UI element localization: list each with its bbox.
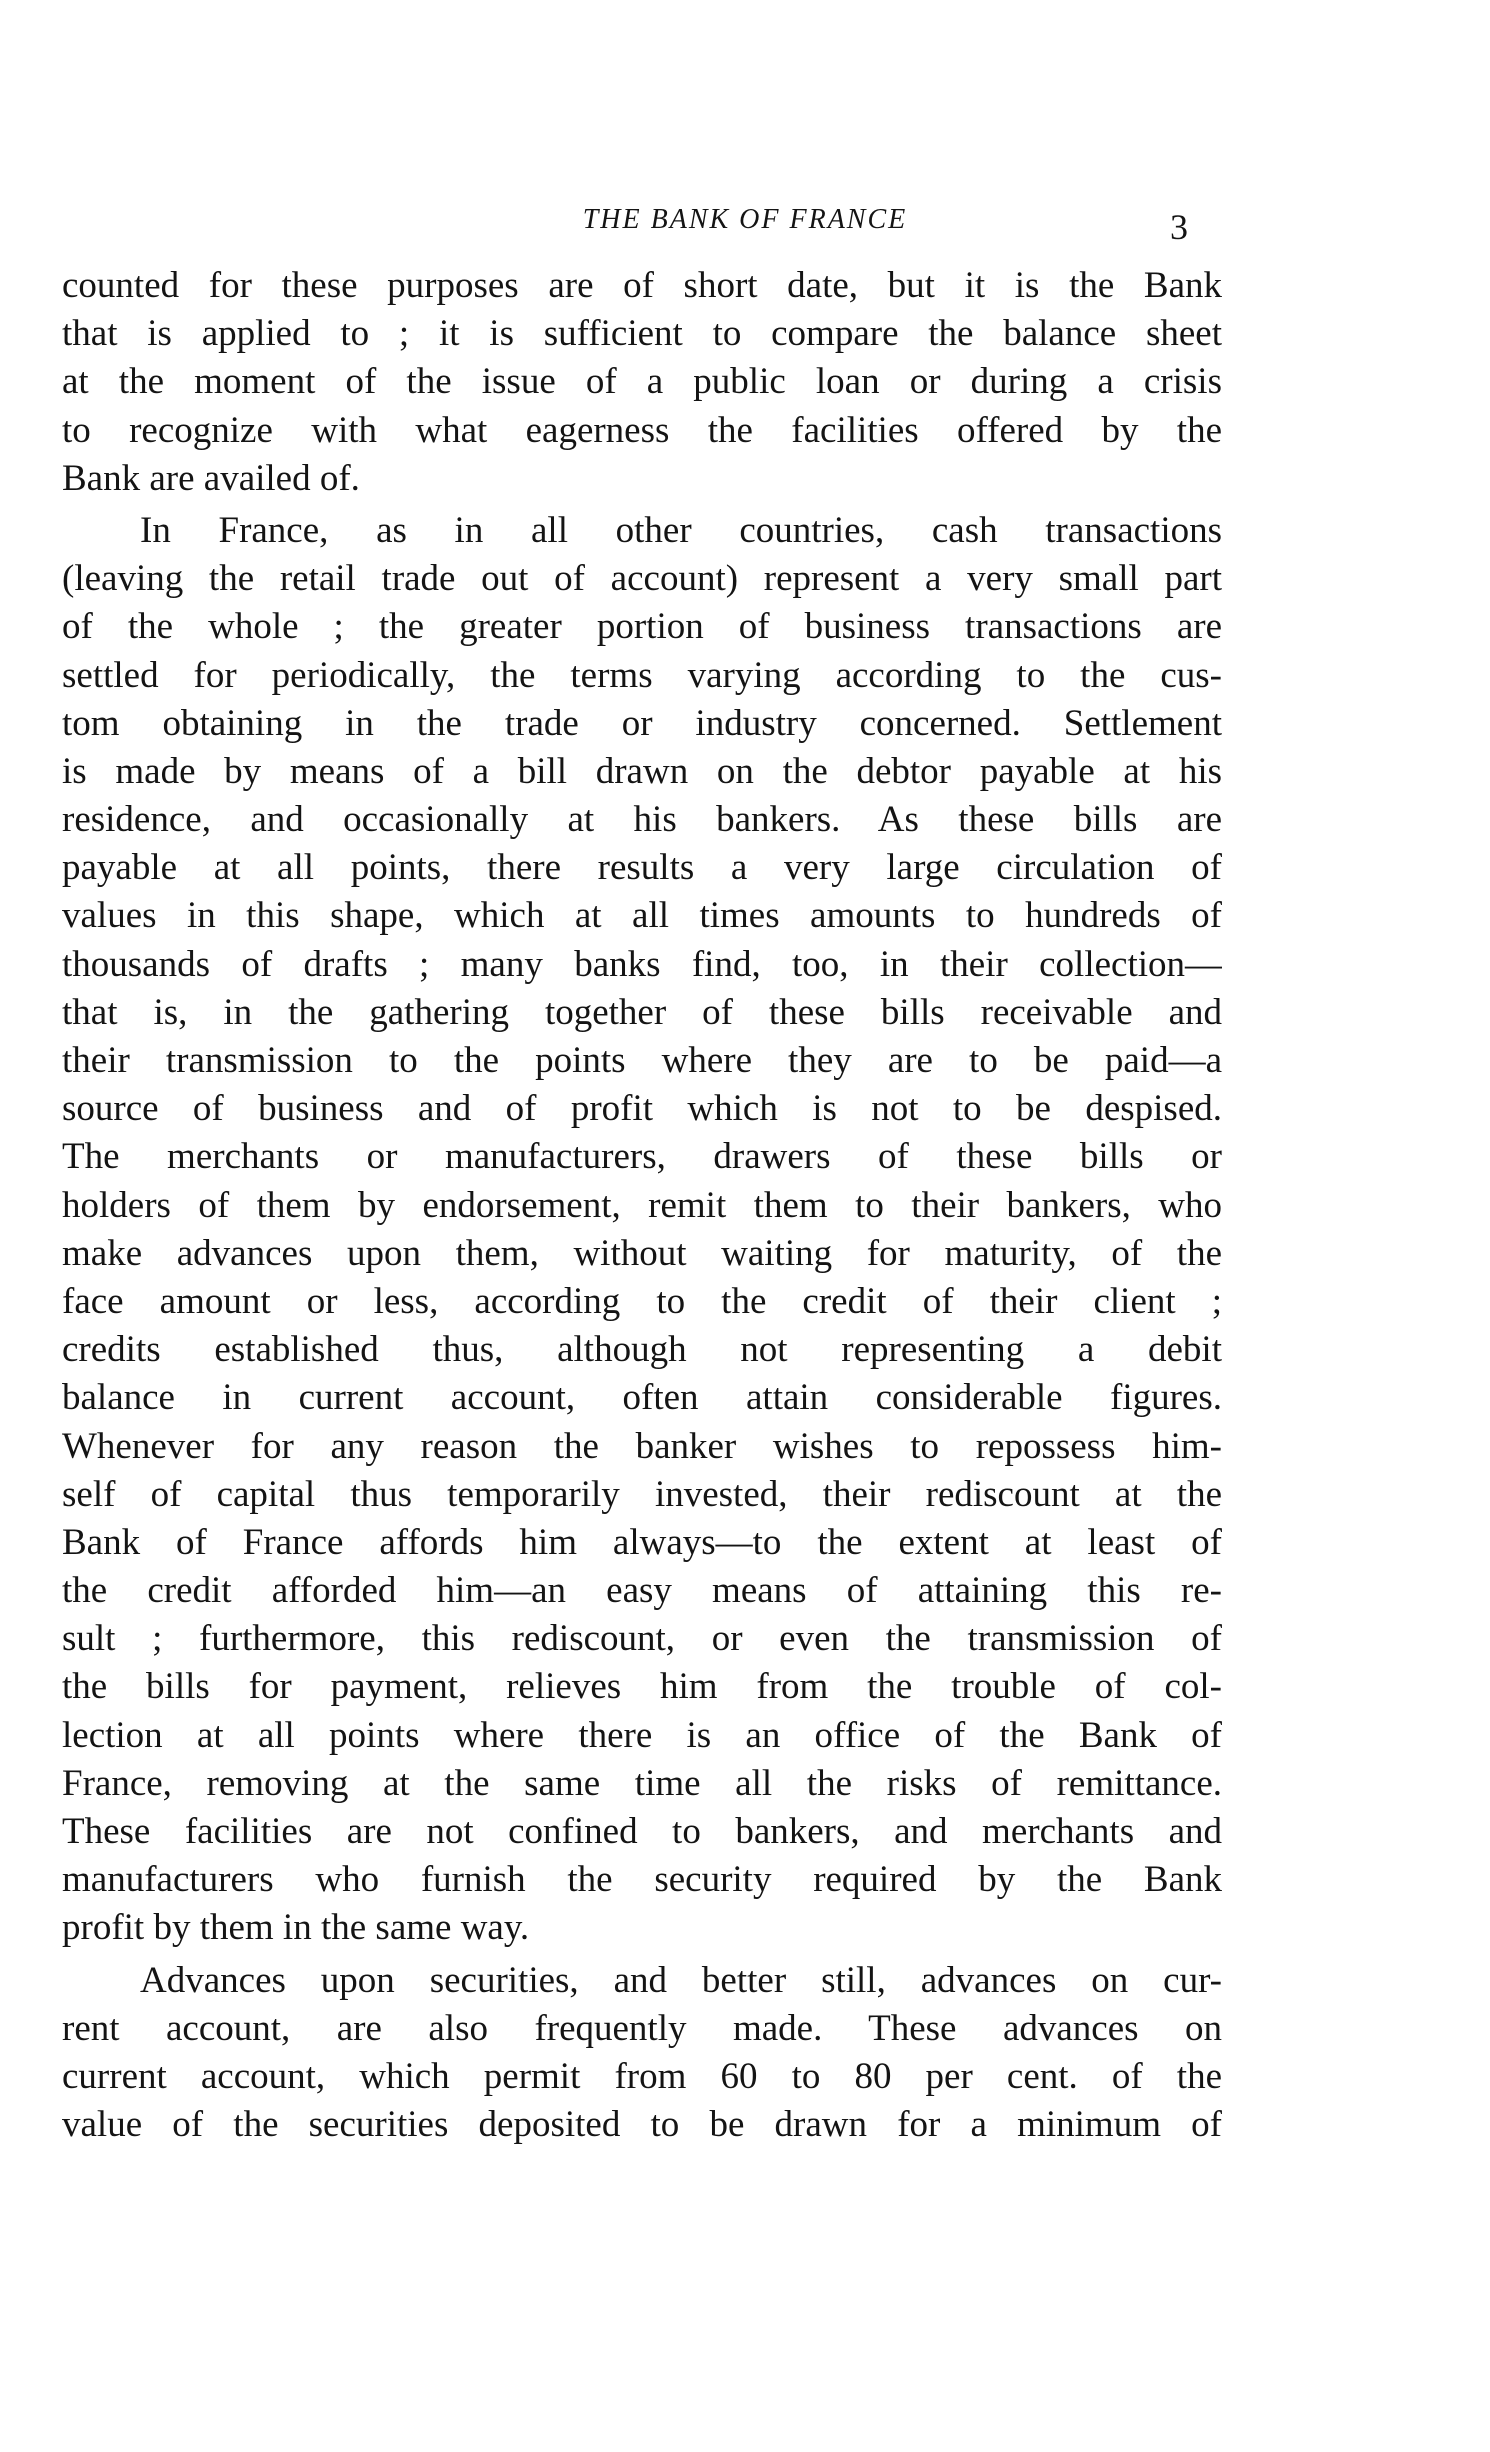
page-number: 3 [1170,207,1188,247]
text-line: their transmission to the points where they are to be paid—a [62,1040,1222,1081]
text-line: tom obtaining in the trade or industry concerned. Settlement [62,702,1222,744]
text-line: rent account, are also frequently made. These advances on [62,2007,1222,2049]
text-line: current account, which permit from 60 to 80 per cent. of the [62,2055,1222,2097]
text-line: face amount or less, according to the credit of their client ; [62,1280,1222,1322]
text-line: Whenever for any reason the banker wishes to repossess him- [62,1425,1222,1467]
text-line: residence, and occasionally at his bankers. As these bills are [62,799,1222,841]
paragraph-2 [62,507,1222,1953]
text-line: values in this shape, which at all times amounts to hundreds of [62,895,1222,937]
text-line: These facilities are not confined to bankers, and merchants and [62,1811,1222,1852]
text-line: the credit afforded him—an easy means of attaining this re- [62,1570,1222,1612]
text-line: settled for periodically, the terms varying according to the cus- [62,654,1222,696]
text-line: self of capital thus temporarily invested, their rediscount at the [62,1473,1222,1515]
text-line: that is applied to ; it is sufficient to compare the balance sheet [62,313,1222,355]
text-line: credits established thus, although not representing a debit [62,1329,1222,1371]
text-line: payable at all points, there results a very large circulation of [62,847,1222,889]
text-line: Bank are availed of. [62,457,360,499]
text-line: lection at all points where there is an office of the Bank of [62,1714,1222,1756]
text-line: holders of them by endorsement, remit them to their bankers, who [62,1184,1222,1226]
text-line: Advances upon securities, and better still, advances on cur- [140,1959,1222,2001]
text-line: sult ; furthermore, this rediscount, or even the transmission of [62,1618,1222,1660]
text-line: at the moment of the issue of a public loan or during a crisis [62,361,1222,403]
text-line: In France, as in all other countries, cash transactions [140,509,1222,551]
text-line: counted for these purposes are of short date, but it is the Bank [62,265,1222,306]
body-text [62,262,1222,2149]
paragraph-1 [62,262,1222,503]
text-line: is made by means of a bill drawn on the debtor payable at his [62,750,1222,792]
text-line: profit by them in the same way. [62,1907,530,1949]
text-line: France, removing at the same time all the risks of remittance. [62,1762,1222,1804]
paragraph-3 [62,1957,1222,2150]
text-line: thousands of drafts ; many banks find, too, in their collection— [62,943,1222,985]
text-line: the bills for payment, relieves him from the trouble of col- [62,1666,1222,1708]
text-line: The merchants or manufacturers, drawers of these bills or [62,1136,1222,1178]
text-line: to recognize with what eagerness the facilities offered by the [62,409,1222,451]
text-line: value of the securities deposited to be drawn for a minimum of [62,2104,1222,2146]
text-line: of the whole ; the greater portion of business transactions are [62,606,1222,648]
text-line: make advances upon them, without waiting for maturity, of the [62,1232,1222,1274]
text-line: manufacturers who furnish the security required by the Bank [62,1859,1222,1901]
text-line: Bank of France affords him always—to the extent at least of [62,1521,1222,1563]
text-line: balance in current account, often attain considerable figures. [62,1377,1222,1419]
text-line: source of business and of profit which is not to be despised. [62,1088,1222,1130]
text-line: that is, in the gathering together of these bills receivable and [62,991,1222,1033]
running-head: THE BANK OF FRANCE [582,204,908,235]
text-line: (leaving the retail trade out of account) represent a very small part [62,558,1222,600]
